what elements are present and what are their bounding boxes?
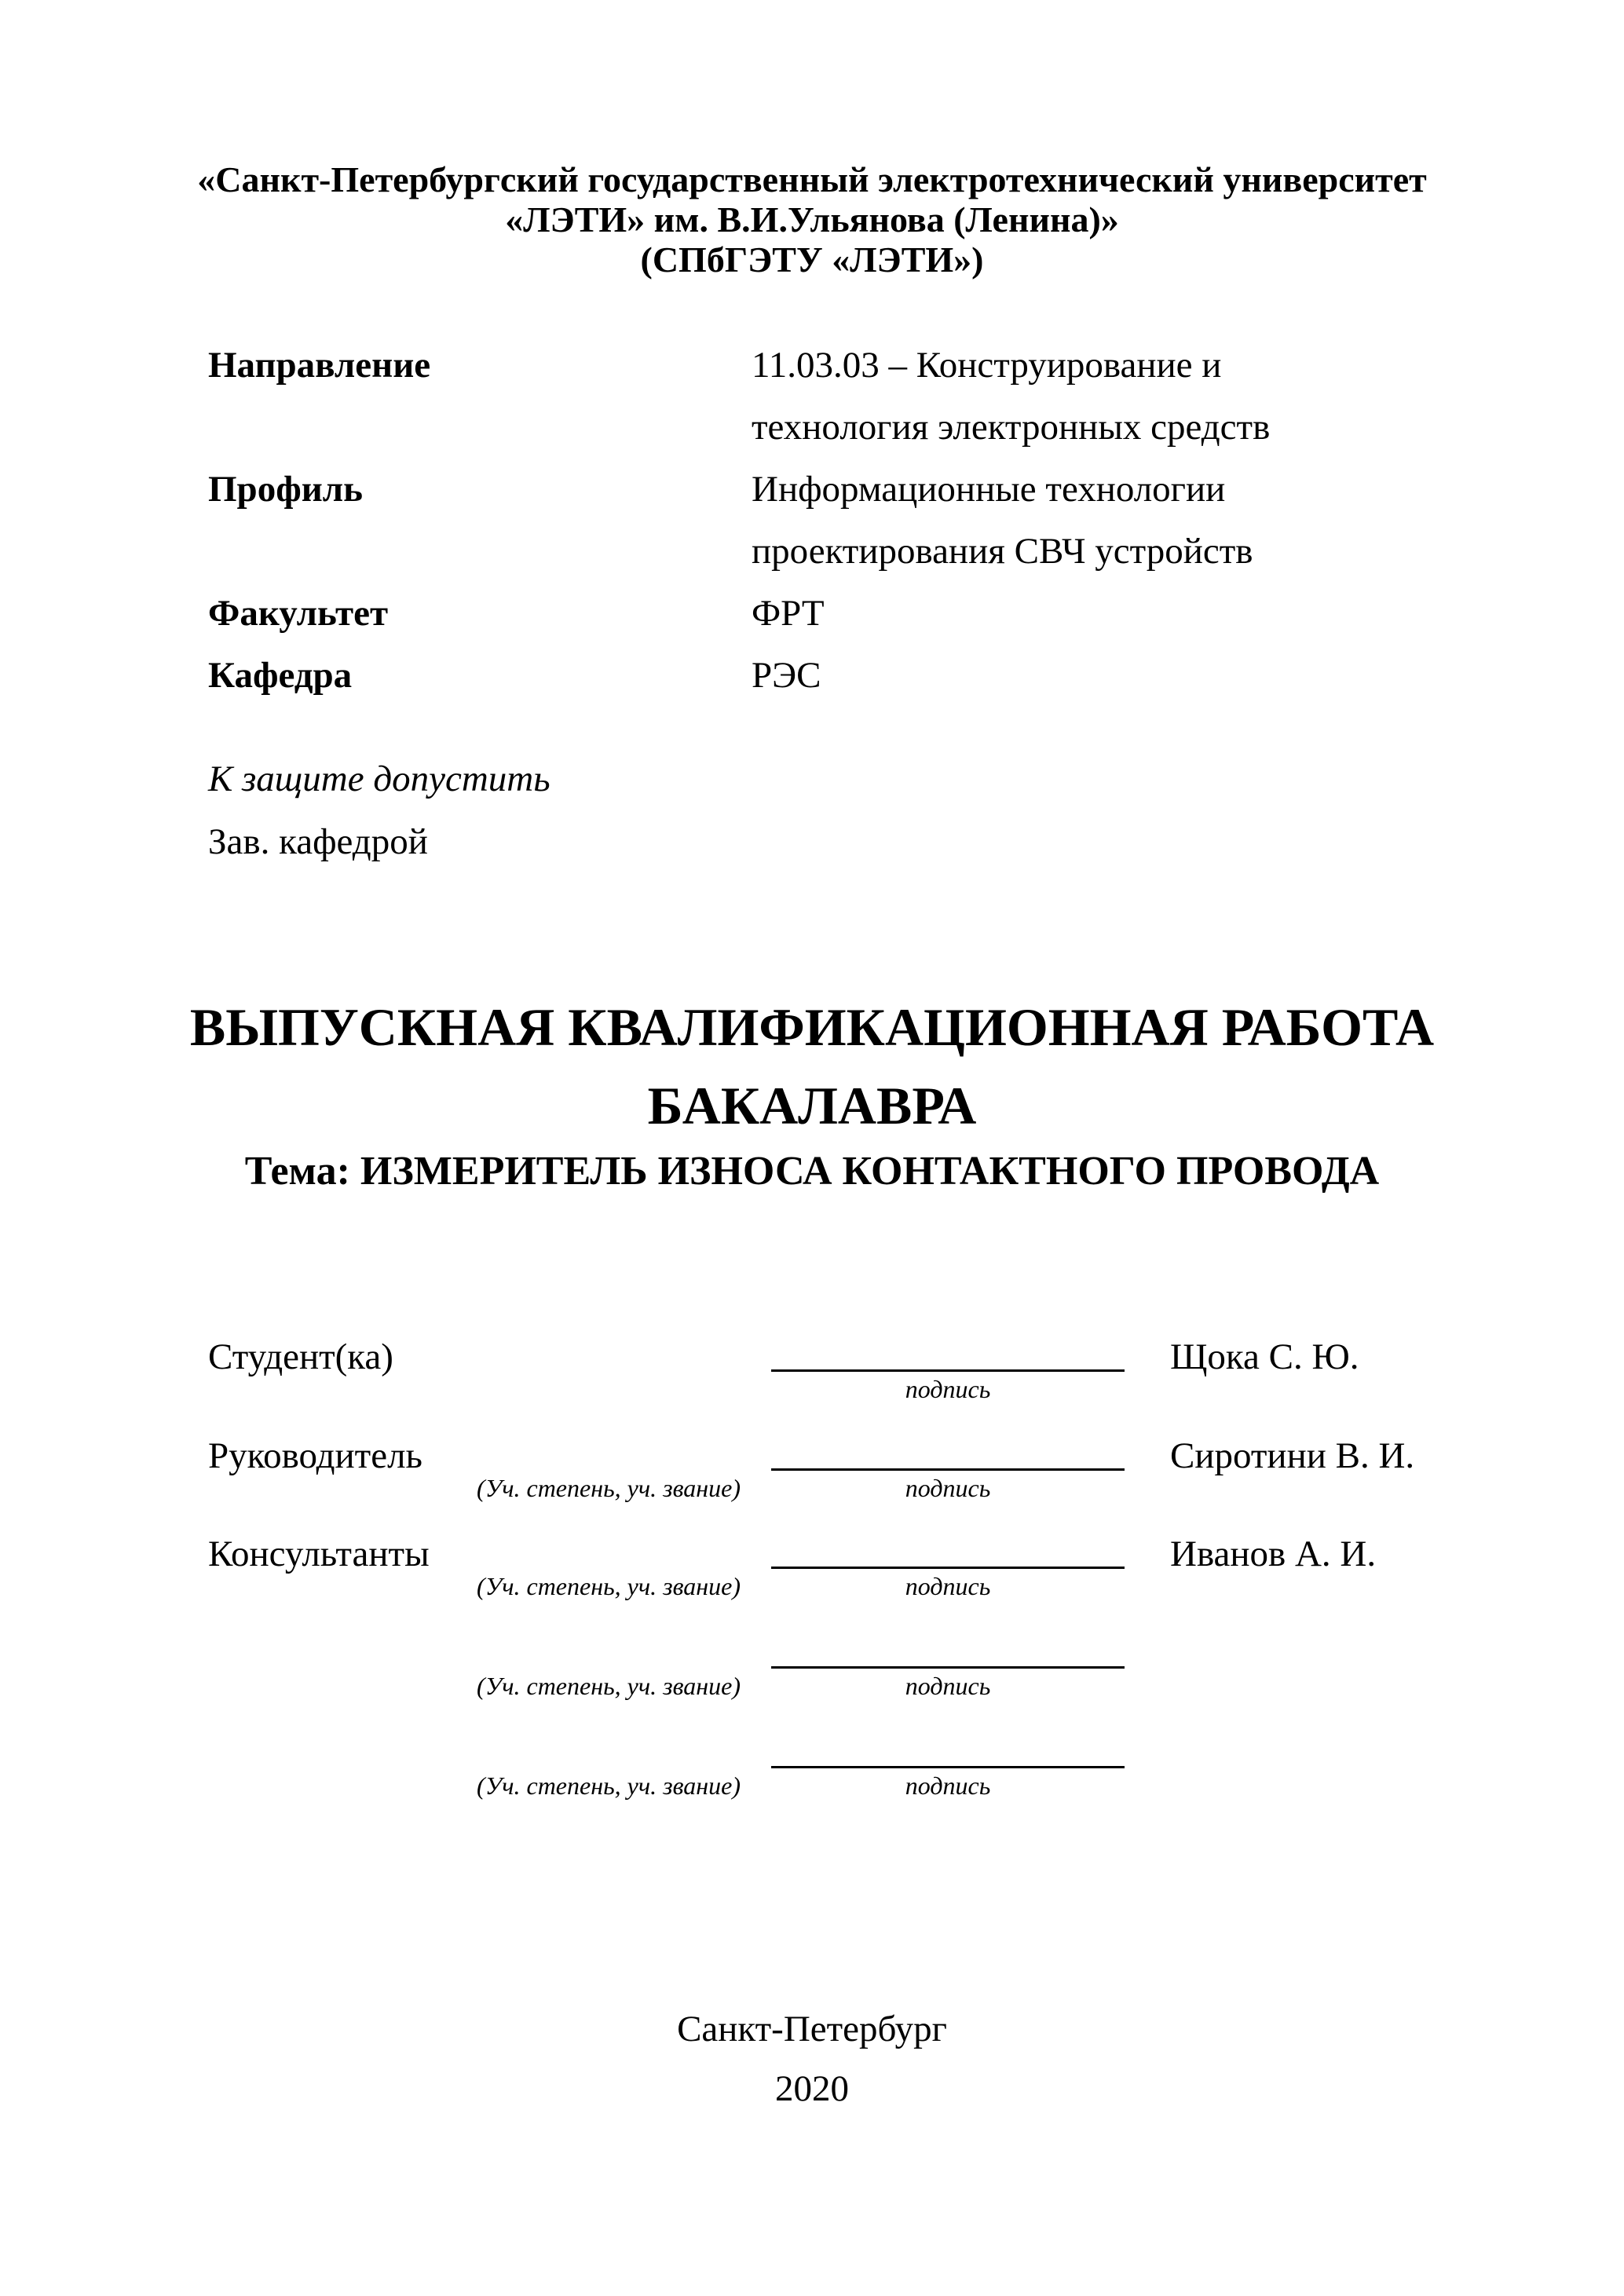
signature-role: Студент(ка) [208,1336,393,1377]
field-value-department: РЭС [752,655,821,696]
field-row-department [208,645,1270,707]
degree-hint: (Уч. степень, уч. звание) [477,1572,741,1600]
signature-name: Сиротини В. И. [1170,1435,1415,1476]
degree-hint: (Уч. степень, уч. звание) [477,1474,741,1502]
signature-line [771,1766,1125,1768]
field-row-profile [208,459,1270,521]
signature-caption: подпись [905,1672,991,1700]
work-title-line1: ВЫПУСКНАЯ КВАЛИФИКАЦИОННАЯ РАБОТА [189,997,1435,1057]
signature-name: Щока С. Ю. [1170,1336,1359,1377]
city: Санкт-Петербург [677,2009,947,2049]
field-label-department: Кафедра [208,655,353,696]
field-label-profile: Профиль [208,469,364,510]
degree-hint: (Уч. степень, уч. звание) [477,1771,741,1800]
degree-hint: (Уч. степень, уч. звание) [477,1672,741,1700]
signature-row-extra-1 [208,1632,1480,1727]
department-head-line: Зав. кафедрой [208,821,428,862]
university-name-line1: «Санкт-Петербургский государственный электротехнический университет [197,159,1427,199]
signature-caption: подпись [905,1474,991,1502]
field-label-faculty: Факультет [208,593,389,634]
signature-line [771,1369,1125,1372]
field-row-faculty [208,583,1270,645]
signature-row-consultant [208,1532,1480,1628]
work-topic: Тема: ИЗМЕРИТЕЛЬ ИЗНОСА КОНТАКТНОГО ПРОВОДА [244,1149,1380,1194]
admission-block [208,748,550,873]
work-title-line2: БАКАЛАВРА [647,1076,977,1135]
signature-row-student [208,1335,1480,1431]
field-row-profile-cont [208,521,1270,583]
field-label-direction: Направление [208,345,431,386]
signature-role: Руководитель [208,1435,422,1476]
city-year-footer [0,1999,1624,2119]
field-value-profile-line2: проектирования СВЧ устройств [752,531,1253,572]
field-value-profile-line1: Информационные технологии [752,469,1226,510]
signature-row-supervisor [208,1434,1480,1530]
field-label-spacer [208,521,752,583]
field-label-spacer [208,397,752,459]
signature-role: Консультанты [208,1534,430,1574]
signature-name: Иванов А. И. [1170,1534,1377,1574]
signature-line [771,1567,1125,1569]
signature-line [771,1666,1125,1669]
signature-row-extra-2 [208,1731,1480,1827]
signature-caption: подпись [905,1572,991,1600]
university-name-line2: «ЛЭТИ» им. В.И.Ульянова (Ленина)» [505,199,1119,239]
field-row-direction-cont [208,397,1270,459]
field-value-direction-line1: 11.03.03 – Конструирование и [752,345,1222,386]
signature-line [771,1468,1125,1471]
university-header [0,159,1624,280]
university-abbreviation: (СПбГЭТУ «ЛЭТИ») [640,239,984,280]
field-value-faculty: ФРТ [752,593,825,634]
signature-caption: подпись [905,1375,991,1403]
signature-caption: подпись [905,1771,991,1800]
program-fields-table [208,335,1270,707]
admission-note: К защите допустить [208,759,550,799]
year: 2020 [775,2068,849,2109]
field-row-direction [208,335,1270,397]
work-title [0,988,1624,1145]
field-value-direction-line2: технология электронных средств [752,407,1271,448]
